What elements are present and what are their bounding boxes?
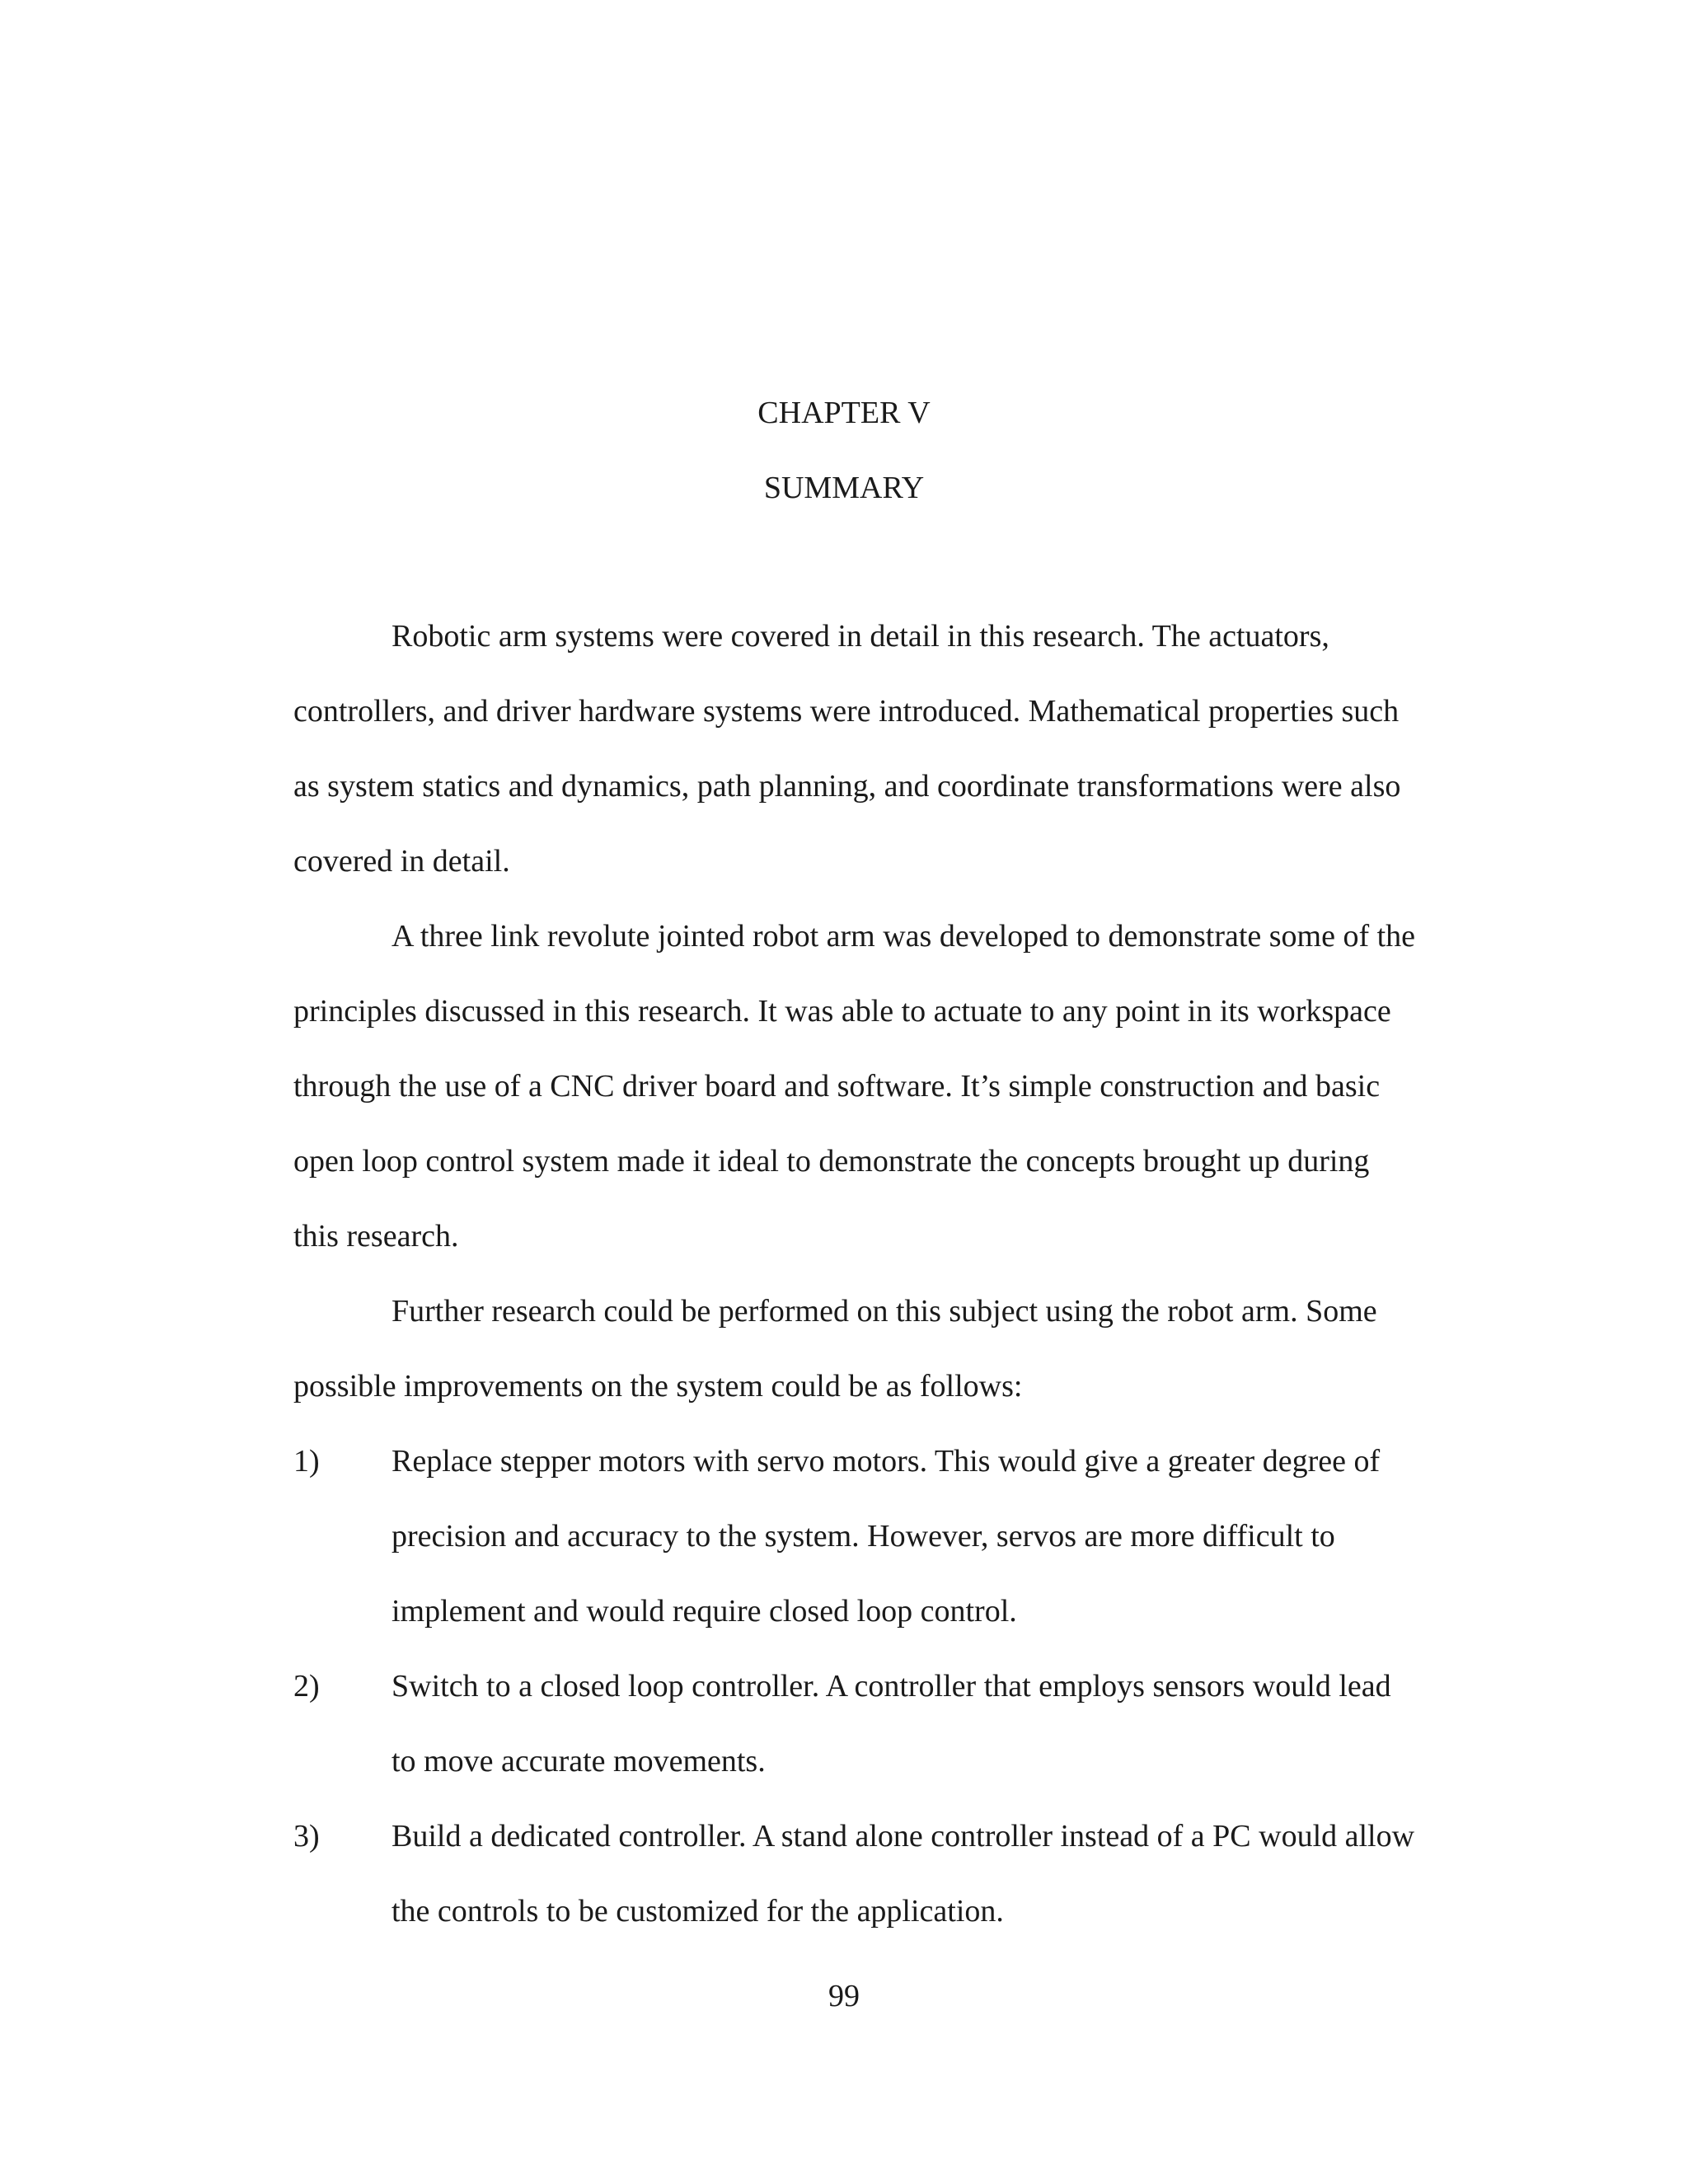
- list-item-1-line-1: Replace stepper motors with servo motors. This would give a greater degree of: [392, 1444, 1381, 1479]
- list-item-2-number: 2): [293, 1669, 320, 1704]
- chapter-heading: CHAPTER V: [757, 396, 931, 430]
- paragraph-1-line-1: Robotic arm systems were covered in detail in this research. The actuators,: [392, 619, 1329, 654]
- paragraph-3-line-2: possible improvements on the system could be as follows:: [293, 1369, 1023, 1404]
- paragraph-2-line-2: principles discussed in this research. It was able to actuate to any point in its workspace: [293, 994, 1391, 1029]
- paragraph-1-line-3: as system statics and dynamics, path planning, and coordinate transformations were also: [293, 769, 1401, 804]
- paragraph-2-line-5: this research.: [293, 1219, 459, 1254]
- list-item-2-line-2: to move accurate movements.: [392, 1744, 766, 1779]
- list-item-3-line-1: Build a dedicated controller. A stand alone controller instead of a PC would allow: [392, 1819, 1415, 1854]
- paragraph-3-line-1: Further research could be performed on this subject using the robot arm. Some: [392, 1294, 1377, 1329]
- list-item-1-number: 1): [293, 1444, 320, 1479]
- list-item-1-line-2: precision and accuracy to the system. However, servos are more difficult to: [392, 1519, 1335, 1554]
- paragraph-1-line-4: covered in detail.: [293, 844, 510, 879]
- paragraph-2-line-3: through the use of a CNC driver board and software. It’s simple construction and basic: [293, 1069, 1381, 1104]
- section-title: SUMMARY: [763, 471, 925, 505]
- list-item-3-number: 3): [293, 1819, 320, 1854]
- list-item-1-line-3: implement and would require closed loop control.: [392, 1594, 1017, 1629]
- paragraph-2-line-4: open loop control system made it ideal to demonstrate the concepts brought up during: [293, 1144, 1370, 1179]
- list-item-2-line-1: Switch to a closed loop controller. A controller that employs sensors would lead: [392, 1669, 1391, 1704]
- paragraph-1-line-2: controllers, and driver hardware systems were introduced. Mathematical properties such: [293, 694, 1400, 729]
- list-item-3-line-2: the controls to be customized for the application.: [392, 1894, 1004, 1929]
- paragraph-2-line-1: A three link revolute jointed robot arm was developed to demonstrate some of the: [392, 919, 1416, 954]
- page-number: 99: [828, 1979, 860, 2013]
